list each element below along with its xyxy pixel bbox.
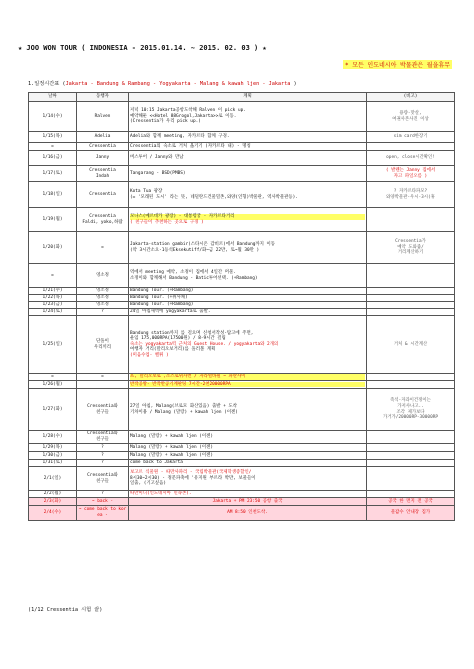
table-row (29, 389, 455, 431)
row-date: 1/16(금) (29, 151, 77, 166)
companion-name-2: 친구들 (96, 437, 109, 442)
row-note (367, 264, 455, 288)
plan-line: 일출, (기고싶음) (130, 481, 167, 487)
plan-line: 프, 말리오보로 ,소스로위자번 / 자라빌바필 ~ 파란사이 (130, 374, 365, 380)
row-date: 2/4(수) (29, 506, 77, 521)
row-plan (129, 295, 367, 302)
table-row (29, 302, 455, 309)
table-header-row (29, 93, 455, 102)
row-plan (129, 467, 367, 491)
row-plan (129, 374, 367, 381)
companion-name: ~ back - (91, 498, 114, 504)
row-plan (129, 452, 367, 460)
plan-line: 8시30~2시30) - 정문파축에 '유지원 부르라 박만, 보물들이 (130, 475, 256, 481)
plan-line: Jakarta + PM 23:50 공항 출국 (212, 498, 283, 504)
row-note (367, 208, 455, 232)
row-note (367, 232, 455, 264)
row-date: = (29, 143, 77, 151)
note-line: Cressentia가 (395, 239, 426, 245)
table-row (29, 295, 455, 302)
note-line: 여권사본사진 이상 (392, 116, 429, 122)
note-line: 자고 파일오름 ) (393, 173, 428, 179)
table-row (29, 151, 455, 166)
note-line: 가저사나고.. (397, 403, 424, 409)
row-companion (77, 102, 129, 132)
table-row (29, 309, 455, 316)
note-line: sim card한장기 (393, 134, 428, 140)
row-date: = (29, 264, 77, 288)
note-line: 예약 도와줌/ (397, 244, 424, 250)
footer-note: (1/12 Cressentia 시험 끝) (28, 607, 103, 613)
row-note (367, 132, 455, 143)
plan-line: Jakarta-station gambir(스타시온 감비르)에서 Bandung까지 이동 (130, 241, 276, 247)
row-plan (129, 309, 367, 316)
note-line: ( 발렌는 Janny 집에서 (385, 167, 436, 173)
companion-name: Cressentia와 (87, 472, 118, 478)
table-row (29, 498, 455, 506)
companion-name-2: Indah (95, 173, 110, 179)
companion-name: 영소정 (96, 295, 109, 301)
table-row (29, 374, 455, 381)
companion-name: Cressentia (89, 167, 116, 173)
plan-line: (= '모래된 도시' 라는 뜻, 네덜란드건물밀촌,와양(인형)박물관, 역사박물관등). (130, 194, 298, 200)
row-date: 1/17(토) (29, 166, 77, 182)
row-date: 1/21(수) (29, 288, 77, 295)
table-row (29, 444, 455, 452)
table-row (29, 460, 455, 467)
companion-name: Cressentia (89, 143, 116, 149)
row-date: 1/15(목) (29, 132, 77, 143)
plan-line: 기차이용 / Malang (말랑) + kawah ljen (이젠) (130, 409, 238, 415)
row-companion (77, 491, 129, 498)
row-companion (77, 309, 129, 316)
header-date: 날짜 (29, 93, 77, 102)
table-row (29, 316, 455, 374)
plan-line: 예약해둔 <<Hotel 88Grogol,Jakarta>>로 이동. (130, 113, 237, 119)
row-plan (129, 498, 367, 506)
row-note (367, 444, 455, 452)
row-date: 1/26(월) (29, 381, 77, 389)
row-note (367, 295, 455, 302)
plan-line: ( 친구들이 추천하는 곳으로 구경 ) (130, 219, 204, 225)
row-companion (77, 132, 129, 143)
row-note (367, 166, 455, 182)
row-date: 1/24(토) (29, 309, 77, 316)
row-date: 1/30(금) (29, 452, 77, 460)
companion-name: Cressentia (89, 191, 116, 197)
companion-name: Cressentia와 (87, 431, 118, 437)
table-row (29, 288, 455, 295)
companion-name: = (101, 374, 104, 380)
row-plan (129, 143, 367, 151)
page-title: ★ JOO WON TOUR ( INDONESIA - 2015.01.14. ~ 2015. 02. 03 ) ★ (18, 44, 267, 52)
table-row (29, 182, 455, 208)
table-row (29, 102, 455, 132)
plan-line: 27일 아침, Malang(브로모 화산있음) 출발 + 도착 (130, 403, 237, 409)
plan-line: (약 3시간소요-1등석Eksekutiff/화~금 22만, 토~월 30만 ) (130, 247, 260, 253)
plan-line: 24일 아침새벽에 yogyakarta로 출발. (130, 309, 211, 315)
row-plan (129, 491, 367, 498)
row-note (367, 302, 455, 309)
row-plan (129, 444, 367, 452)
row-companion (77, 182, 129, 208)
header-companion: 동행자 (77, 93, 129, 102)
companion-name-2: 친구들 (96, 478, 109, 484)
row-plan (129, 460, 367, 467)
table-row (29, 166, 455, 182)
row-note (367, 452, 455, 460)
plan-line: 반작공방- 반작반공기계판팅 7시간-2천20000RPA (130, 382, 365, 388)
table-row (29, 491, 455, 498)
note-line: 용량-맛살, (399, 110, 422, 116)
table-row (29, 208, 455, 232)
companion-name: Ralven (94, 113, 111, 119)
row-note (367, 309, 455, 316)
plan-line: Bandung station까지 를 걸으며 신청서작성-탑고에 주면, (130, 330, 254, 336)
row-plan (129, 316, 367, 374)
row-companion (77, 374, 129, 381)
row-date: 1/20(화) (29, 232, 77, 264)
table-row (29, 264, 455, 288)
row-companion (77, 166, 129, 182)
row-companion (77, 431, 129, 444)
row-plan (129, 166, 367, 182)
companion-name: ? (101, 444, 104, 450)
plan-line: 역에서 meeting 예약, 소정이 집에서 4일간 머물. (130, 269, 236, 275)
row-date: = (29, 374, 77, 381)
plan-line: 여행자 거리(말리오보거리)를 돌러볼 계획 (130, 347, 216, 353)
companion-name: 영소정 (96, 288, 109, 294)
row-companion (77, 460, 129, 467)
row-plan (129, 389, 367, 431)
row-note (367, 460, 455, 467)
table-row (29, 143, 455, 151)
row-date: 1/25(일) (29, 316, 77, 374)
companion-name: Cressentia와 (87, 403, 118, 409)
row-date: 2/3(화) (29, 498, 77, 506)
table-row (29, 381, 455, 389)
companion-name: = (101, 244, 104, 250)
row-companion (77, 295, 129, 302)
itinerary-rows (29, 102, 455, 521)
row-companion (77, 506, 129, 521)
companion-name: ? (101, 452, 104, 458)
companion-name-2: Faldi, yoko,하람 (82, 219, 123, 225)
note-line: 거처 & 시간계산 (393, 341, 428, 347)
plan-line: 운임 175,000RPA(17500원) / 8-9시간 걸림 (130, 336, 226, 342)
row-date: 2/1(일) (29, 467, 77, 491)
row-companion (77, 151, 129, 166)
note-line: 물값수 안내장 짐가 (390, 510, 431, 516)
row-note (367, 389, 455, 431)
row-note (367, 288, 455, 295)
note-line: open, close시간확인! (386, 155, 435, 161)
row-companion (77, 208, 129, 232)
companion-name: ? (101, 491, 104, 497)
row-plan (129, 208, 367, 232)
companion-name: 단돌이 (96, 338, 109, 344)
row-plan (129, 431, 367, 444)
note-line: 즉석-자과이건정이는 (390, 398, 431, 404)
plan-line: Malang (말랑) + kawah ljen (이젠) (130, 452, 214, 458)
plan-line: come back to Jakarta (130, 460, 183, 466)
row-plan (129, 302, 367, 309)
row-companion (77, 302, 129, 309)
companion-name: ? (101, 309, 104, 315)
section-route: Jakarta - Bandung & Rambang - Yogyakarta - Malang & kawah ljen - Jakarta (65, 81, 291, 87)
row-note (367, 102, 455, 132)
note-line: ? 자카르타파모? (393, 188, 428, 194)
plan-line: Malang (말랑) + kawah ljen (이젠) (130, 434, 214, 440)
note-line: 와양박물관-우시-3시(휴 (386, 194, 435, 200)
plan-line: Tangarang - BSD(PMBS) (130, 170, 186, 176)
row-date: 1/27(화) (29, 389, 77, 431)
table-row (29, 467, 455, 491)
row-plan (129, 264, 367, 288)
row-note (367, 316, 455, 374)
plan-line: Bandung Tour. (+위사채) (130, 295, 188, 301)
row-note (367, 151, 455, 166)
companion-name-2: 친구들 (96, 409, 109, 415)
row-note (367, 431, 455, 444)
table-row (29, 232, 455, 264)
plan-line: Cressentia의 숙소로 거처 옮기기 (자카르타 내) - 명칭 (130, 143, 251, 149)
row-plan (129, 232, 367, 264)
plan-line: Malang (말랑) + kawah ljen (이젠) (130, 444, 214, 450)
note-line: 가거가/20000RP-30000RP (382, 415, 439, 421)
plan-line: (미음수업- 벨튀 ) (130, 352, 169, 358)
museum-notice: * 모든 인도네시아 박물관은 월을휴무 (344, 62, 450, 69)
plan-line: Adelia와 함께 meeting, 자카르타 함께 구경. (130, 134, 230, 140)
row-companion (77, 389, 129, 431)
row-date: 1/18(일) (29, 182, 77, 208)
plan-line: 모나스(메르데카 광장) - 대통령궁 - 자카르타거리 (130, 214, 365, 220)
plan-line: 보고르 식물원 - 따만사파리 - 국립박물관(국제학생증할인/ (130, 470, 252, 476)
companion-name: ? (101, 460, 104, 466)
companion-name: 영소정 (96, 302, 109, 308)
section-prefix: 1.일정시간표 ( (28, 81, 66, 87)
row-companion (77, 232, 129, 264)
row-plan (129, 506, 367, 521)
row-date: 1/14(수) (29, 102, 77, 132)
plan-line: Bandung Tour. (+Rambang) (130, 288, 194, 294)
row-note (367, 498, 455, 506)
row-date: 1/19(월) (29, 208, 77, 232)
row-plan (129, 381, 367, 389)
row-date: 1/23(금) (29, 302, 77, 309)
row-date: 1/31(토) (29, 460, 77, 467)
header-plan: 계획 (129, 93, 367, 102)
table-row (29, 506, 455, 521)
row-plan (129, 102, 367, 132)
row-note (367, 143, 455, 151)
note-line: 거리계산하기 (397, 250, 424, 256)
row-note (367, 467, 455, 491)
plan-line: AM 8:50 인천도착. (227, 510, 268, 516)
row-note (367, 506, 455, 521)
row-plan (129, 132, 367, 143)
plan-line: 버스투어 / Janny와 만남 (130, 155, 184, 161)
row-note (367, 374, 455, 381)
itinerary-table (28, 92, 455, 521)
plan-line: (Cressentia가 우리 pick up.) (130, 119, 201, 125)
companion-name: 영소정 (96, 272, 109, 278)
header-note: (비고) (367, 93, 455, 102)
row-companion (77, 452, 129, 460)
companion-name: Janny (95, 155, 110, 161)
plan-line: 소정이와 함께해서 Bandung - Batic투어선택. (+Rambang) (130, 275, 258, 281)
row-companion (77, 316, 129, 374)
row-companion (77, 467, 129, 491)
plan-line: Bandung Tour. (+Rambang) (130, 302, 194, 308)
row-companion (77, 498, 129, 506)
note-line: 공국 한 면지 전 공국 (388, 498, 433, 504)
companion-name: Adelia (94, 134, 111, 140)
plan-line: 따만미니(인도네시아 민속촌). (130, 491, 192, 497)
row-note (367, 381, 455, 389)
table-row (29, 431, 455, 444)
row-companion (77, 381, 129, 389)
row-companion (77, 264, 129, 288)
row-note (367, 182, 455, 208)
row-plan (129, 288, 367, 295)
row-date: 2/2(월) (29, 491, 77, 498)
row-note (367, 491, 455, 498)
row-date: 1/29(목) (29, 444, 77, 452)
row-companion (77, 143, 129, 151)
section-heading (28, 80, 297, 87)
companion-name-2: 우리끼리 (94, 344, 111, 350)
companion-name: Cressentia (89, 213, 116, 219)
table-row (29, 132, 455, 143)
section-suffix: ) (290, 81, 297, 87)
row-companion (77, 288, 129, 295)
plan-line: 저녁 10:15 Jakarta공항도착해 Ralven 이 pick up. (130, 108, 246, 114)
row-date: 1/22(목) (29, 295, 77, 302)
plan-line: Kota Tua 광장 (130, 188, 163, 194)
row-plan (129, 182, 367, 208)
row-plan (129, 151, 367, 166)
plan-line: 숙소는 yogyakarta역 근처의 Guest House. / yogyakarta와 2개의 (130, 341, 279, 347)
companion-name: ~ come back to korea - (78, 507, 127, 518)
row-companion (77, 444, 129, 452)
table-row (29, 452, 455, 460)
row-date: 1/28(수) (29, 431, 77, 444)
note-line: 조각 제가보다 (396, 409, 425, 415)
